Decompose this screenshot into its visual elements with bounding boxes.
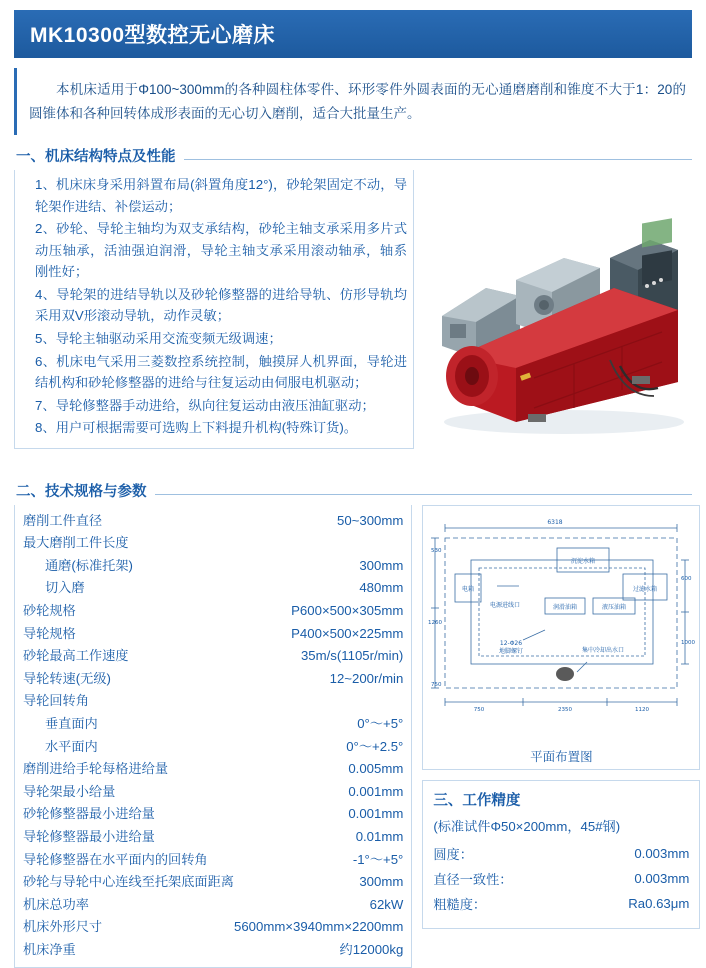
specs-column (14, 505, 412, 968)
table-row (23, 509, 403, 532)
spec-value: 0°～+5° (357, 715, 404, 731)
spec-key: 磨削进给手轮每格进给量 (23, 761, 169, 777)
drawing-dim-bottom-3: 1120 (635, 707, 650, 714)
spec-key: 砂轮最高工作速度 (23, 648, 129, 664)
drawing-label-cabinet: 电箱 (462, 586, 475, 594)
spec-key: 砂轮与导轮中心连线至托架底面距离 (23, 874, 234, 890)
layout-drawing-svg (427, 512, 695, 740)
section-heading-accuracy: 三、工作精度 (433, 793, 521, 810)
list-item: 6、机床电气采用三菱数控系统控制，触摸屏人机界面，导轮进结机构和砂轮修整器的进给与往复运动由伺服电机驱动； (35, 353, 407, 391)
spec-key: 机床外形尺寸 (23, 919, 103, 935)
spec-key: 机床总功率 (23, 896, 89, 912)
drawing-dim-right-2: 1000 (681, 640, 696, 647)
spec-value: P400×500×225mm (291, 625, 404, 641)
accuracy-key: 粗糙度： (433, 897, 487, 913)
spec-value: 12~200r/min (329, 670, 404, 686)
section-heading-specs-label: 二、技术规格与参数 (16, 484, 147, 501)
table-row (23, 600, 403, 623)
section-heading-features-label: 一、机床结构特点及性能 (16, 149, 176, 166)
list-item: 7、导轮修整器手动进给，纵向往复运动由液压油缸驱动； (35, 397, 375, 413)
spec-key: 导轮转速(无级) (23, 670, 111, 686)
spec-key: 垂直面内 (45, 715, 98, 731)
table-row (23, 916, 403, 939)
spec-key: 磨削工件直径 (23, 512, 103, 528)
photo-column (424, 170, 692, 470)
spec-key: 砂轮规格 (23, 603, 76, 619)
intro-text: 本机床适用于Φ100~300mm的各种圆柱体零件、环形零件外圆表面的无心通磨磨削和锥度不大于1：20的圆锥体和各种回转体成形表面的无心切入磨削，适合大批量生产。 (29, 82, 686, 121)
drawing-caption: 平面布置图 (530, 750, 593, 765)
list-item: 2、砂轮、导轮主轴均为双支承结构，砂轮主轴支承采用多片式动压轴承，活油强迫润滑，导轮主轴支承采用滚动轴承，轴系刚性好； (35, 221, 407, 280)
spec-key: 水平面内 (45, 738, 98, 754)
spec-value: 0.001mm (348, 806, 404, 822)
spec-key: 切入磨 (45, 580, 85, 596)
drawing-dim-bottom-1: 750 (474, 707, 485, 714)
table-row (23, 758, 403, 781)
intro-paragraph (14, 68, 692, 135)
table-row (23, 780, 403, 803)
spec-value: 300mm (359, 874, 404, 890)
table-row (433, 891, 689, 916)
table-row (23, 690, 403, 713)
table-row (23, 532, 403, 555)
machine-photo-illustration (424, 170, 692, 470)
spec-key: 导轮架最小给量 (23, 783, 116, 799)
drawing-dim-left-1: 530 (431, 548, 442, 555)
spec-key: 最大磨削工件长度 (23, 535, 129, 551)
features-list (14, 170, 414, 448)
features-column (14, 170, 414, 448)
table-row (23, 939, 403, 962)
spec-key: 砂轮修整器最小进给量 (23, 806, 155, 822)
page-title: MK10300型数控无心磨床 (30, 24, 276, 47)
drawing-label-top-dim: 6318 (547, 519, 563, 527)
spec-key: 导轮修整器在水平面内的回转角 (23, 851, 208, 867)
drawing-dim-left-2: 1260 (428, 620, 443, 627)
accuracy-key: 圆度： (433, 847, 473, 863)
spec-value: 0.01mm (355, 828, 404, 844)
table-row (433, 866, 689, 891)
heading-rule (184, 159, 693, 160)
list-item: 1、机床床身采用斜置布局(斜置角度12°)，砂轮架固定不动，导轮架作进结、补偿运动； (35, 177, 407, 214)
spec-value: 5600mm×3940mm×2200mm (234, 919, 404, 935)
spec-value: -1°～+5° (352, 851, 404, 867)
section-heading-features (16, 145, 692, 166)
table-row (23, 577, 403, 600)
table-row (433, 841, 689, 866)
header-bar (14, 10, 692, 58)
spec-key: 导轮回转角 (23, 693, 89, 709)
spec-key: 机床净重 (23, 941, 76, 957)
accuracy-key: 直径一致性： (433, 872, 513, 888)
accuracy-table (433, 841, 689, 916)
spec-value: 约12000kg (339, 941, 404, 957)
accuracy-value: 0.003mm (634, 871, 690, 887)
accuracy-note: (标准试件Φ50×200mm，45#钢) (433, 819, 621, 835)
spec-value: 50~300mm (336, 512, 404, 528)
accuracy-value: 0.003mm (634, 846, 690, 862)
accuracy-block (422, 780, 700, 929)
spec-value: 300mm (359, 557, 404, 573)
layout-drawing (422, 505, 700, 770)
specs-drawing-row (14, 505, 696, 968)
table-row (23, 803, 403, 826)
list-item: 5、导轮主轴驱动采用交流变频无级调速； (35, 330, 282, 346)
spec-key: 通磨(标准托架) (45, 557, 133, 573)
spec-table-container (14, 505, 412, 968)
table-row (23, 893, 403, 916)
drawing-label-anchor-2: 地脚螺钉 (499, 648, 524, 656)
spec-value: 0.001mm (348, 783, 404, 799)
machine-photo (424, 170, 692, 470)
list-item: 8、用户可根据需要可选购上下料提升机构(特殊订货)。 (35, 420, 358, 436)
spec-value: 0°～+2.5° (346, 738, 404, 754)
drawing-label-hydraulic-tank: 液压油箱 (602, 604, 627, 612)
table-row (23, 667, 403, 690)
table-row (23, 826, 403, 849)
spec-value: P600×500×305mm (291, 603, 404, 619)
table-row (23, 713, 403, 736)
drawing-label-power-inlet: 电源进线口 (490, 602, 521, 610)
section-heading-specs (16, 480, 692, 501)
spec-value (234, 532, 403, 555)
spec-key: 导轮规格 (23, 625, 76, 641)
spec-value (234, 690, 403, 713)
table-row (23, 848, 403, 871)
heading-rule (155, 494, 693, 495)
spec-value: 35m/s(1105r/min) (300, 648, 404, 664)
drawing-label-tank: 沉淀水箱 (571, 558, 596, 566)
table-row (23, 735, 403, 758)
spec-value: 0.005mm (348, 761, 404, 777)
table-row (23, 645, 403, 668)
features-photo-row (14, 170, 692, 470)
accuracy-value: Ra0.63μm (628, 896, 690, 912)
table-row (23, 554, 403, 577)
spec-table (23, 509, 403, 961)
spec-key: 导轮修整器最小进给量 (23, 828, 155, 844)
list-item: 4、导轮架的进结导轨以及砂轮修整器的进给导轨、仿形导轨均采用双V形滚动导轨，动作灵敏； (35, 286, 407, 324)
table-row (23, 871, 403, 894)
drawing-label-filter: 过滤水箱 (633, 586, 658, 594)
table-row (23, 622, 403, 645)
spec-value: 62kW (369, 896, 404, 912)
drawing-label-coolant-out: 集中冷却出水口 (582, 647, 625, 655)
drawing-dim-right-1: 600 (681, 576, 692, 583)
drawing-label-lube-tank: 润滑油箱 (553, 604, 578, 612)
drawing-dim-bottom-2: 2350 (558, 707, 573, 714)
drawing-dim-left-3: 750 (431, 682, 442, 689)
spec-value: 480mm (359, 580, 404, 596)
drawing-accuracy-column (422, 505, 700, 929)
drawing-label-anchor-1: 12-Φ26 (500, 640, 523, 648)
